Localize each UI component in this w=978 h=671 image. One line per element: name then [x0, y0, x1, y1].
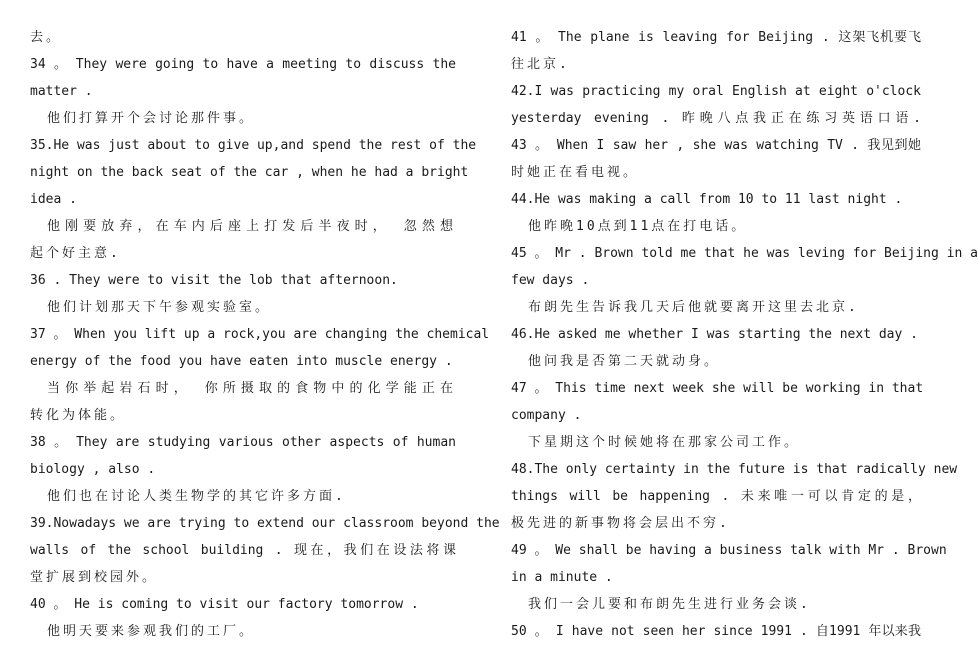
text-line: 43 。 When I saw her , she was watching TV . 我见到她 [511, 138, 921, 153]
text-line: 36 . They were to visit the lob that afternoon. [30, 273, 398, 288]
text-line: energy of the food you have eaten into muscle energy . [30, 354, 453, 369]
text-line: 下星期这个时候她将在那家公司工作。 [528, 435, 801, 450]
text-line: 50 。 I have not seen her since 1991 . 自1991 年以来我 [511, 624, 921, 639]
text-line: 45 。 Mr . Brown told me that he was leving for Beijing in a [511, 246, 978, 261]
text-line: 42.I was practicing my oral English at eight o'clock [511, 84, 921, 99]
text-line: 当你举起岩石时， 你所摄取的食物中的化学能正在 [47, 381, 456, 396]
text-line: 布朗先生告诉我几天后他就要离开这里去北京. [528, 300, 859, 315]
text-line: 极先进的新事物将会层出不穷. [511, 516, 730, 531]
text-line: 35.He was just about to give up,and spend the rest of the [30, 138, 477, 153]
text-line: matter . [30, 84, 93, 99]
text-line: few days . [511, 273, 590, 288]
text-line: 他们计划那天下午参观实验室。 [47, 300, 272, 315]
text-line: night on the back seat of the car , when he had a bright [30, 165, 469, 180]
text-line: company . [511, 408, 582, 423]
text-line: 47 。 This time next week she will be working in that [511, 381, 924, 396]
text-line: 他昨晚10点到11点在打电话。 [528, 219, 748, 234]
text-line: walls of the school building . 现在，我们在设法将课 [30, 543, 456, 558]
text-line: 38 。 They are studying various other aspects of human [30, 435, 456, 450]
text-line: 他们也在讨论人类生物学的其它许多方面. [47, 489, 346, 504]
text-line: things will be happening . 未来唯一可以肯定的是， [511, 489, 921, 504]
text-line: 39.Nowadays we are trying to extend our classroom beyond the [30, 516, 500, 531]
left-column [30, 24, 500, 645]
text-line: 他问我是否第二天就动身。 [528, 354, 721, 369]
text-line: 37 。 When you lift up a rock,you are changing the chemical [30, 327, 490, 342]
text-line: 46.He asked me whether I was starting the next day . [511, 327, 918, 342]
text-line: 44.He was making a call from 10 to 11 last night . [511, 192, 903, 207]
text-line: 41 。 The plane is leaving for Beijing . 这架飞机要飞 [511, 30, 921, 45]
text-line: 48.The only certainty in the future is that radically new [511, 462, 958, 477]
text-line: 他们打算开个会讨论那件事。 [47, 111, 256, 126]
text-line: 往北京. [511, 57, 570, 72]
text-line: 时她正在看电视。 [511, 165, 640, 180]
text-line: 40 。 He is coming to visit our factory tomorrow . [30, 597, 419, 612]
right-column [511, 24, 978, 645]
text-line: 他明天要来参观我们的工厂。 [47, 624, 256, 639]
text-line: yesterday evening . 昨晚八点我正在练习英语口语. [511, 111, 921, 126]
text-line: 我们一会儿要和布朗先生进行业务会谈. [528, 597, 811, 612]
text-line: 34 。 They were going to have a meeting to discuss the [30, 57, 456, 72]
text-line: idea . [30, 192, 77, 207]
text-line: biology , also . [30, 462, 156, 477]
text-line: 堂扩展到校园外。 [30, 570, 159, 585]
text-line: 49 。 We shall be having a business talk with Mr . Brown [511, 543, 947, 558]
text-line: in a minute . [511, 570, 613, 585]
text-line: 起个好主意. [30, 246, 121, 261]
text-line: 转化为体能。 [30, 408, 127, 423]
text-line: 去。 [30, 30, 63, 45]
text-line: 他刚要放弃，在车内后座上打发后半夜时， 忽然想 [47, 219, 456, 234]
